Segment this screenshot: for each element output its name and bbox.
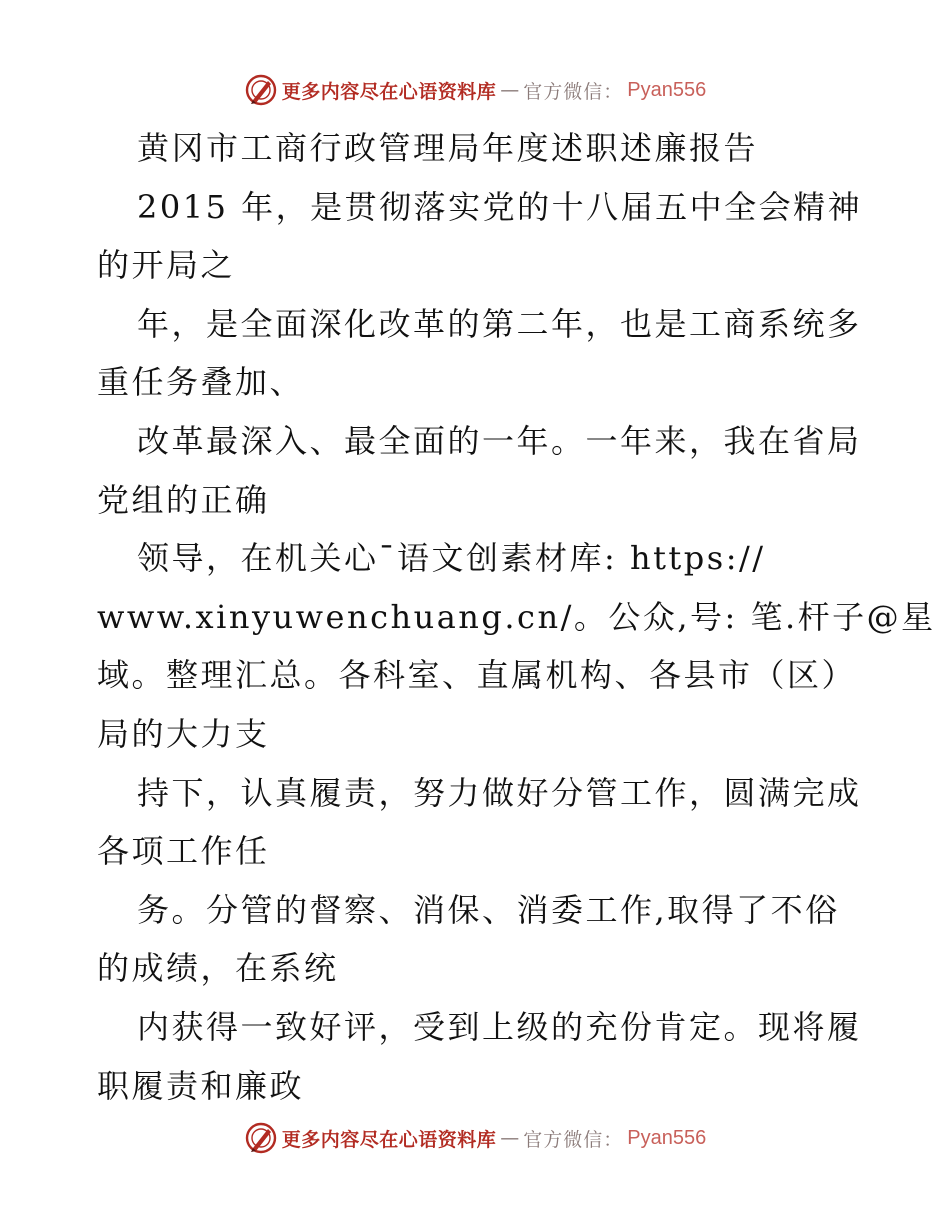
document-line: 域。整理汇总。各科室、直属机构、各县市（区） [97, 656, 857, 695]
watermark-official-label: 官方微信： [523, 80, 624, 103]
document-line: 各项工作任 [97, 832, 270, 871]
watermark-banner-inner [244, 73, 707, 107]
document-line: 黄冈市工商行政管理局年度述职述廉报告 [137, 129, 759, 167]
document-line: www.xinyuwenchuang.cn/。公众,号: 笔.杆子@星 [97, 597, 936, 636]
document-line: 职履责和廉政 [97, 1066, 305, 1105]
document-line: 重任务叠加、 [97, 363, 305, 402]
document-line: 年，是全面深化改革的第二年，也是工商系统多 [137, 304, 862, 343]
watermark-official-label: 官方微信： [523, 1128, 624, 1151]
watermark-dash: — [500, 1127, 520, 1149]
watermark-dash: — [500, 79, 520, 101]
document-line: 的开局之 [97, 246, 236, 285]
pen-logo-icon [244, 1121, 278, 1155]
watermark-site-text: 更多内容尽在心语资料库 [281, 80, 497, 103]
document-line: 领导，在机关心¯语文创素材库: https:// [137, 539, 766, 578]
watermark-banner-bottom [0, 1118, 950, 1158]
watermark-banner-top [0, 70, 950, 110]
watermark-wechat-id: Pyan556 [627, 1126, 707, 1149]
document-line: 持下，认真履责，努力做好分管工作，圆满完成 [137, 773, 862, 812]
watermark-banner-inner [244, 1121, 707, 1155]
document-line: 务。分管的督察、消保、消委工作,取得了不俗 [137, 890, 840, 929]
document-body [97, 119, 936, 1115]
document-line: 的成绩，在系统 [97, 949, 339, 988]
document-line: 内获得一致好评，受到上级的充份肯定。现将履 [137, 1007, 862, 1046]
pen-logo-icon [244, 73, 278, 107]
document-line: 改革最深入、最全面的一年。一年来，我在省局 [137, 421, 862, 460]
document-line: 党组的正确 [97, 480, 270, 519]
document-line: 局的大力支 [97, 714, 270, 753]
watermark-site-text: 更多内容尽在心语资料库 [281, 1128, 497, 1151]
watermark-wechat-id: Pyan556 [627, 78, 707, 101]
document-line: 2015 年，是贯彻落实党的十八届五中全会精神 [137, 187, 863, 226]
